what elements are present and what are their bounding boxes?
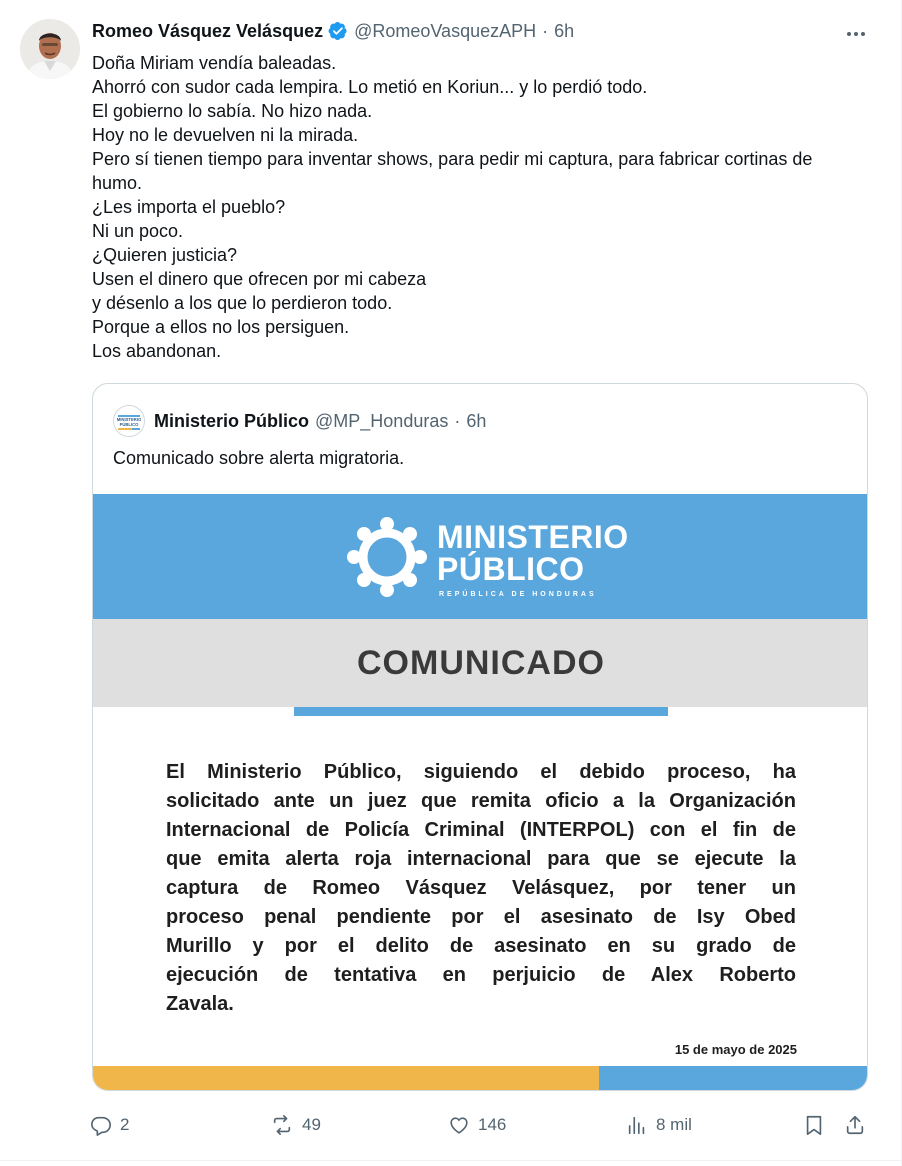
quoted-author-handle[interactable]: @MP_Honduras bbox=[315, 410, 449, 431]
verified-badge-icon[interactable] bbox=[328, 21, 348, 41]
tweet-body-line: Pero sí tienen tiempo para inventar shows, para pedir mi captura, para fabricar cortinas de bbox=[92, 149, 813, 169]
logo-text-line2: PÚBLICO bbox=[437, 551, 585, 587]
statement-line: ejecución de tentativa en perjuicio de Alex Roberto bbox=[166, 964, 796, 986]
author-name[interactable]: Romeo Vásquez Velásquez bbox=[92, 20, 324, 41]
image-footer-blue-bar bbox=[599, 1066, 868, 1091]
quoted-tweet-header bbox=[113, 405, 486, 437]
statement-line: que emita alerta roja internacional para que se ejecute la bbox=[166, 848, 796, 870]
views-icon bbox=[626, 1114, 648, 1136]
share-button[interactable] bbox=[844, 1108, 866, 1142]
tweet-body-line: ¿Les importa el pueblo? bbox=[92, 197, 286, 217]
avatar-logo-text: PÚBLICO bbox=[119, 422, 139, 427]
heart-icon bbox=[448, 1114, 470, 1136]
statement-date: 15 de mayo de 2025 bbox=[674, 1042, 797, 1057]
repost-button[interactable] bbox=[270, 1108, 321, 1142]
image-heading-band bbox=[93, 619, 868, 707]
tweet-body-line: ¿Quieren justicia? bbox=[92, 245, 238, 265]
author-handle[interactable]: @RomeoVasquezAPH bbox=[354, 20, 537, 41]
tweet-body-line: Usen el dinero que ofrecen por mi cabeza bbox=[92, 269, 427, 289]
tweet-body-line: Porque a ellos no los persiguen. bbox=[92, 317, 350, 337]
statement-line: El Ministerio Público, siguiendo el debido proceso, ha bbox=[166, 761, 796, 783]
more-icon[interactable] bbox=[840, 22, 872, 46]
tweet-body-line: Los abandonan. bbox=[92, 341, 222, 361]
quoted-tweet-text: Comunicado sobre alerta migratoria. bbox=[113, 448, 405, 468]
tweet-body-line: Doña Miriam vendía baleadas. bbox=[92, 53, 337, 73]
bookmark-icon bbox=[804, 1114, 824, 1136]
statement-line: Internacional de Policía Criminal (INTERPOL) con el fin de bbox=[166, 819, 796, 841]
image-statement bbox=[166, 758, 796, 1019]
quoted-author-name[interactable]: Ministerio Público bbox=[154, 410, 310, 431]
statement-line: Zavala. bbox=[166, 993, 234, 1015]
statement-line: proceso penal pendiente por el asesinato de Isy Obed bbox=[166, 906, 796, 928]
reply-button[interactable] bbox=[90, 1108, 129, 1142]
bookmark-button[interactable] bbox=[804, 1108, 824, 1142]
author-avatar[interactable] bbox=[20, 19, 80, 79]
tweet-body-line: Ni un poco. bbox=[92, 221, 184, 241]
tweet-divider bbox=[0, 1160, 902, 1161]
repost-count: 49 bbox=[302, 1115, 321, 1134]
image-heading: COMUNICADO bbox=[357, 643, 605, 682]
share-icon bbox=[844, 1114, 866, 1136]
tweet-time[interactable]: 6h bbox=[554, 20, 575, 41]
statement-line: solicitado ante un juez que remita oficio a la Organización bbox=[166, 790, 796, 812]
views-button[interactable] bbox=[626, 1108, 692, 1142]
tweet-actions bbox=[90, 1108, 876, 1142]
ministerio-publico-logo bbox=[343, 512, 633, 602]
tweet-body-line: Ahorró con sudor cada lempira. Lo metió en Koriun... y lo perdió todo. bbox=[92, 77, 648, 97]
statement-line: Murillo y por el delito de asesinato en su grado de bbox=[166, 935, 796, 957]
quoted-tweet-time[interactable]: 6h bbox=[466, 410, 487, 431]
tweet-body-line: El gobierno lo sabía. No hizo nada. bbox=[92, 101, 373, 121]
quoted-header-separator: · bbox=[454, 410, 461, 431]
header-separator: · bbox=[542, 20, 549, 41]
quoted-tweet[interactable] bbox=[92, 383, 868, 1091]
tweet-body-line: y désenlo a los que lo perdieron todo. bbox=[92, 293, 393, 313]
views-count: 8 mil bbox=[656, 1115, 692, 1134]
heading-accent-bar bbox=[294, 707, 668, 716]
image-header-band bbox=[93, 494, 868, 619]
like-count: 146 bbox=[478, 1115, 507, 1134]
reply-count: 2 bbox=[120, 1115, 130, 1134]
logo-circle-of-figures-icon bbox=[343, 512, 431, 602]
tweet-header bbox=[92, 19, 574, 43]
tweet-body bbox=[92, 51, 882, 363]
repost-icon bbox=[270, 1114, 294, 1136]
logo-subtitle: REPÚBLICA DE HONDURAS bbox=[439, 591, 597, 598]
quoted-tweet-image[interactable] bbox=[93, 494, 868, 1091]
tweet-body-line: humo. bbox=[92, 173, 143, 193]
tweet-body-line: Hoy no le devuelven ni la mirada. bbox=[92, 125, 359, 145]
quoted-author-avatar[interactable] bbox=[113, 405, 145, 437]
logo-text-line1: MINISTERIO bbox=[437, 519, 629, 555]
like-button[interactable] bbox=[448, 1108, 506, 1142]
avatar-logo-text: MINISTERIO bbox=[116, 417, 142, 422]
image-footer-yellow-bar bbox=[93, 1066, 599, 1091]
reply-icon bbox=[90, 1114, 112, 1136]
statement-line: captura de Romeo Vásquez Velásquez, por tener un bbox=[166, 877, 796, 899]
